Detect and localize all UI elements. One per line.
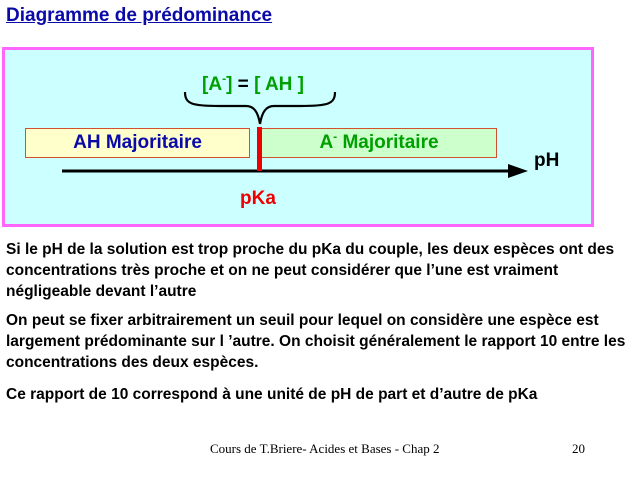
slide-title: Diagramme de prédominance [6,5,273,26]
page-number: 20 [572,441,585,456]
equation-lhs-close: ] [226,74,233,95]
equation-equals: = [237,74,249,95]
region-a-text: Majoritaire [337,132,439,153]
axis-arrow-icon [508,164,528,178]
paragraph-2: On peut se fixer arbitrairement un seuil pour lequel on considère une espèce est largement prédominante sur l ’autre. On choisit généralement le rapport 10 entre les concentrations des deux espèces. [6,312,626,371]
ph-axis [62,160,532,182]
region-a-species: A [319,132,334,153]
equation-lhs-charge: - [222,71,227,86]
region-a-majoritaire [261,128,497,158]
curly-brace-icon [180,86,340,128]
region-a-charge: - [333,129,338,144]
equation-rhs: [ AH ] [254,74,305,95]
pka-label: pKa [240,188,276,209]
paragraph-3: Ce rapport de 10 correspond à une unité de pH de part et d’autre de pKa [6,386,538,403]
pka-marker [257,127,263,171]
paragraph-1: Si le pH de la solution est trop proche du pKa du couple, les deux espèces ont des concentrations très proche et on ne peut considérer que l’une est vraiment négligeable devant l’autre [6,241,615,300]
equation-lhs-open: [A [202,74,223,95]
ph-axis-label: pH [534,150,560,171]
footer-course: Cours de T.Briere- Acides et Bases - Chap 2 [210,441,440,456]
region-ah-majoritaire: AH Majoritaire [25,128,250,158]
